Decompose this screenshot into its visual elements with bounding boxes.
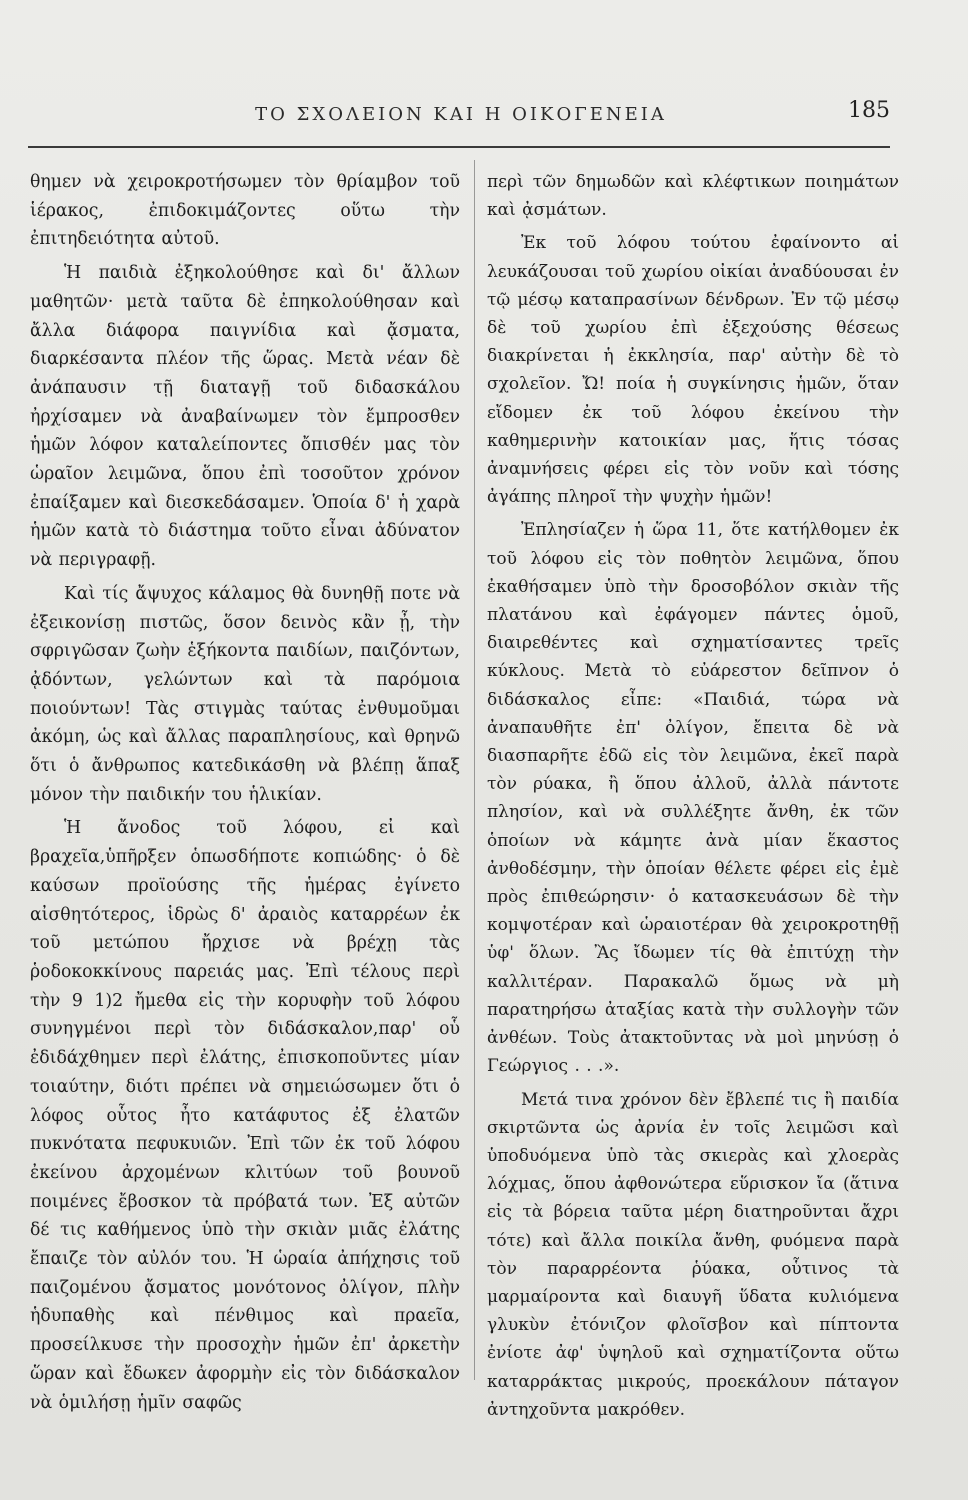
paragraph: Ἡ παιδιὰ ἐξηκολούθησε καὶ δι' ἄλλων μαθητῶν· μετὰ ταῦτα δὲ ἐπηκολούθησαν καὶ ἄλλα διάφορα παιγνίδια καὶ ᾄσματα, διαρκέσαντα πλέον τῆς ὥρας. Μετὰ νέαν δὲ ἀνάπαυσιν τῇ διαταγῇ τοῦ διδασκάλου ἠρχίσαμεν νὰ ἀναβαίνωμεν τὸν ἔμπροσθεν ἡμῶν λόφον καταλείποντες ὄπισθέν μας τὸν ὡραῖον λειμῶνα, ὅπου ἐπὶ τοσοῦτον χρόνον ἐπαίξαμεν καὶ διεσκεδάσαμεν. Ὁποία δ' ἡ χαρὰ ἡμῶν κατὰ τὸ διάστημα τοῦτο εἶναι ἀδύνατον νὰ περιγραφῇ.	[30, 263, 460, 571]
running-title: ΤΟ ΣΧΟΛΕΙΟΝ ΚΑΙ Η ΟΙΚΟΓΕΝΕΙΑ	[255, 104, 667, 125]
column-divider	[474, 160, 475, 1380]
header-rule	[28, 146, 890, 148]
paragraph: Καὶ τίς ἄψυχος κάλαμος θὰ δυνηθῇ ποτε νὰ ἐξεικονίσῃ πιστῶς, ὅσον δεινὸς κἂν ᾖ, τὴν σφριγῶσαν ζωὴν ἑξήκοντα παιδίων, παιζόντων, ᾀδόντων, γελώντων καὶ τὰ παρόμοια ποιούντων! Τὰς στιγμὰς ταύτας ἐνθυμοῦμαι ἀκόμη, ὡς καὶ ἄλλας παραπλησίους, καὶ θρηνῶ ὅτι ὁ ἄνθρωπος κατεδικάσθη νὰ βλέπῃ ἅπαξ μόνον τὴν παιδικήν του ἡλικίαν.	[30, 583, 460, 805]
page-header	[30, 96, 892, 136]
paragraph: Ἡ ἄνοδος τοῦ λόφου, εἰ καὶ βραχεῖα,ὑπῆρξεν ὁπωσδήποτε κοπιώδης· ὁ δὲ καύσων προϊούσης τῆς ἡμέρας ἐγίνετο αἰσθητότερος, ἱδρὼς δ' ἀραιὸς καταρρέων ἐκ τοῦ μετώπου ἤρχισε νὰ βρέχῃ τὰς ῥοδοκοκκίνους παρειάς μας. Ἐπὶ τέλους περὶ τὴν 9 1)2 ἤμεθα εἰς τὴν κορυφὴν τοῦ λόφου συνηγμένοι περὶ τὸν διδάσκαλον,παρ' οὗ ἐδιδάχθημεν περὶ ἐλάτης, ἐπισκοποῦντες μίαν τοιαύτην, διότι πρέπει νὰ σημειώσωμεν ὅτι ὁ λόφος οὗτος ἦτο κατάφυτος ἐξ ἐλατῶν πυκνότατα πεφυκυιῶν. Ἐπὶ τῶν ἐκ τοῦ λόφου ἐκείνου ἀρχομένων κλιτύων τοῦ βουνοῦ ποιμένες ἔβοσκον τὰ πρόβατά των. Ἐξ αὐτῶν δέ τις καθήμενος ὑπὸ τὴν σκιὰν μιᾶς ἐλάτης ἔπαιζε τὸν αὐλόν του. Ἡ ὡραία ἀπήχησις τοῦ παιζομένου ᾄσματος μονότονος ὀλίγον, πλὴν ἡδυπαθὴς καὶ πένθιμος καὶ πραεῖα, προσείλκυσε τὴν προσοχὴν ἡμῶν ἐπ' ἀρκετὴν ὥραν καὶ ἔδωκεν ἀφορμὴν εἰς τὸν διδάσκαλον νὰ ὁμιλήσῃ ἡμῖν σαφῶς	[30, 818, 460, 1413]
page-number: 185	[848, 98, 890, 123]
paragraph: Ἐπλησίαζεν ἡ ὥρα 11, ὅτε κατήλθομεν ἐκ τοῦ λόφου εἰς τὸν ποθητὸν λειμῶνα, ὅπου ἐκαθήσαμεν ὑπὸ τὴν δροσοβόλον σκιὰν τῆς πλατάνου καὶ ἐφάγομεν πάντες ὁμοῦ, διαιρεθέντες καὶ σχηματίσαντες τρεῖς κύκλους. Μετὰ τὸ εὐάρεστον δεῖπνον ὁ διδάσκαλος εἶπε: «Παιδιά, τώρα νὰ ἀναπαυθῆτε ἐπ' ὀλίγον, ἔπειτα δὲ νὰ διασπαρῆτε ἐδῶ εἰς τὸν λειμῶνα, ἐκεῖ παρὰ τὸν ρύακα, ἢ ὅπου ἀλλοῦ, ἀλλὰ πάντοτε πλησίον, καὶ νὰ συλλέξητε ἄνθη, ἐκ τῶν ὁποίων νὰ κάμητε ἀνὰ μίαν ἕκαστος ἀνθοδέσμην, τὴν ὁποίαν θέλετε φέρει εἰς ἐμὲ πρὸς ἐπιθεώρησιν· ὁ κατασκευάσων δὲ τὴν κομψοτέραν καὶ ὡραιοτέραν θὰ χειροκροτηθῇ ὑφ' ὅλων. Ἂς ἴδωμεν τίς θὰ ἐπιτύχῃ τὴν καλλιτέραν. Παρακαλῶ ὅμως νὰ μὴ παρατηρήσω ἀταξίας κατὰ τὴν συλλογὴν τῶν ἀνθέων. Τοὺς ἀτακτοῦντας νὰ μοὶ μηνύσῃ ὁ Γεώργιος . . .».	[487, 520, 899, 1077]
paragraph: Ἐκ τοῦ λόφου τούτου ἐφαίνοντο αἱ λευκάζουσαι τοῦ χωρίου οἰκίαι ἀναδύουσαι ἐν τῷ μέσῳ καταπρασίνων δένδρων. Ἐν τῷ μέσῳ δὲ τοῦ χωρίου ἐπὶ ἐξεχούσης θέσεως διακρίνεται ἡ ἐκκλησία, παρ' αὐτὴν δὲ τὸ σχολεῖον. Ὤ! ποία ἡ συγκίνησις ἡμῶν, ὅταν εἴδομεν ἐκ τοῦ λόφου ἐκείνου τὴν καθημερινὴν κατοικίαν μας, ἥτις τόσας ἀναμνήσεις φέρει εἰς τὸν νοῦν καὶ τόσης ἀγάπης πληροῖ τὴν ψυχὴν ἡμῶν!	[487, 233, 899, 508]
paragraph: θημεν νὰ χειροκροτήσωμεν τὸν θρίαμβον τοῦ ἱέρακος, ἐπιδοκιμάζοντες οὕτω τὴν ἐπιτηδειότητα αὐτοῦ.	[30, 172, 460, 250]
paragraph: Μετά τινα χρόνον δὲν ἔβλεπέ τις ἢ παιδία σκιρτῶντα ὡς ἀρνία ἐν τοῖς λειμῶσι καὶ ὑποδυόμενα ὑπὸ τὰς σκιερὰς καὶ χλοερὰς λόχμας, ὅπου ἀφθονώτερα εὕρισκον ἴα (ἅτινα εἰς τὰ βόρεια ταῦτα μέρη διατηροῦνται ἄχρι τότε) καὶ ἄλλα ποικίλα ἄνθη, φυόμενα παρὰ τὸν παραρρέοντα ῥύακα, οὗτινος τὰ μαρμαίροντα καὶ διαυγῆ ὕδατα κυλιόμενα γλυκὺν ἐτόνιζον φλοῖσβον καὶ πίπτοντα ἐνίοτε ἀφ' ὑψηλοῦ καὶ σχηματίζοντα οὕτω καταρράκτας μικρούς, προεκάλουν πάταγον ἀντηχοῦντα μακρόθεν.	[487, 1089, 899, 1420]
paragraph: περὶ τῶν δημωδῶν καὶ κλέφτικων ποιημάτων καὶ ᾀσμάτων.	[487, 172, 899, 221]
left-column	[30, 168, 460, 1422]
right-column	[487, 168, 899, 1429]
